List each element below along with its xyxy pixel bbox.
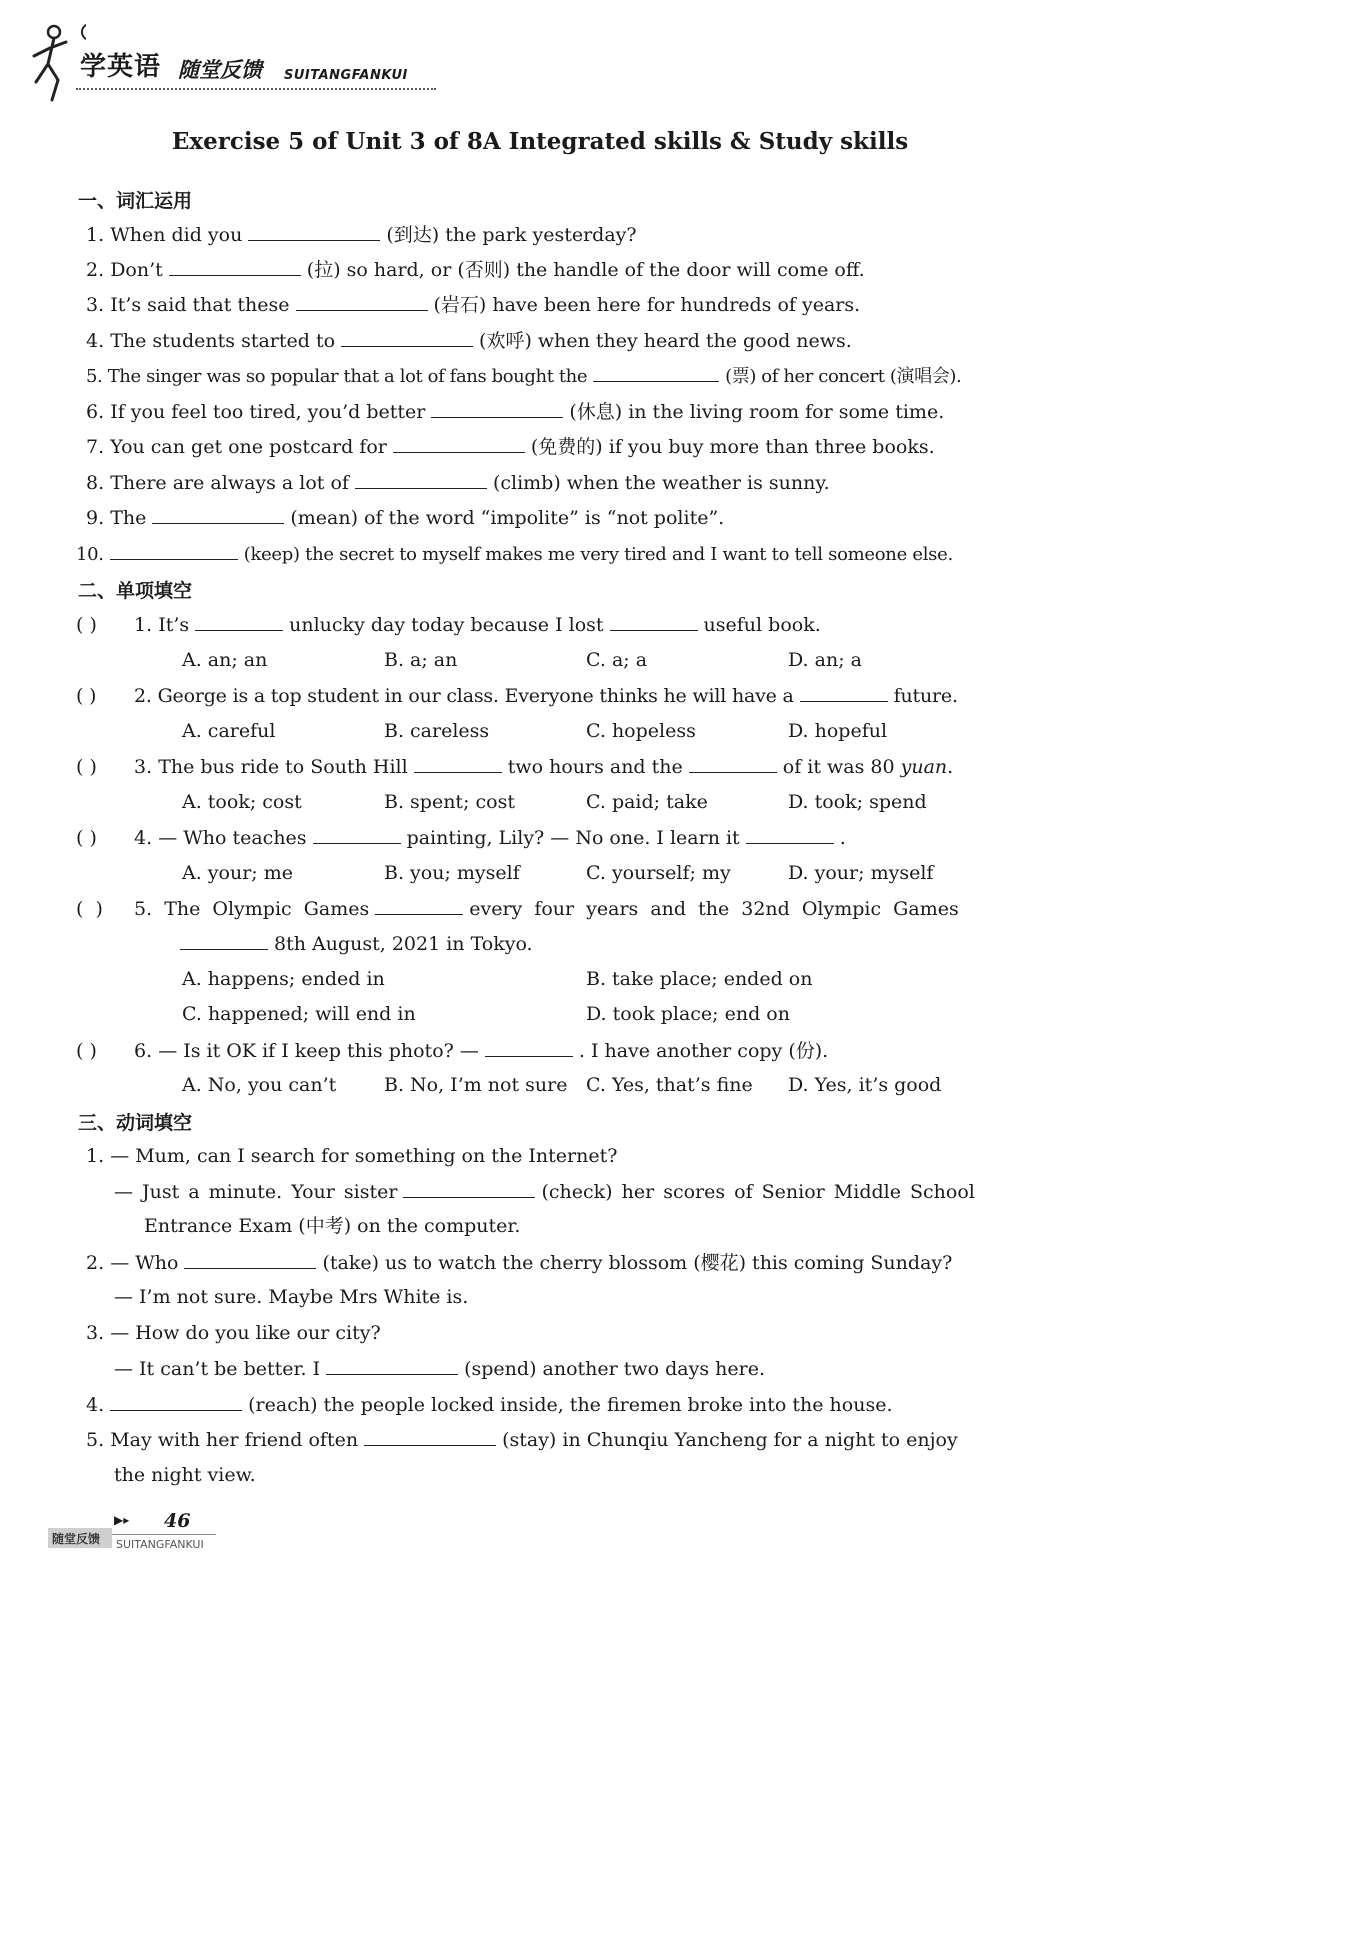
vocab-item-4: 4. The students started to (欢呼) when they heard the good news. <box>86 330 852 352</box>
answer-blank[interactable] <box>593 363 719 382</box>
answer-blank[interactable] <box>110 1392 242 1411</box>
runner-icon <box>26 20 86 104</box>
mc4-option-c[interactable]: C. yourself; my <box>586 862 731 884</box>
mc4-option-a[interactable]: A. your; me <box>182 862 293 884</box>
answer-blank[interactable] <box>375 896 463 915</box>
verb-item-4: 4. (reach) the people locked inside, the firemen broke into the house. <box>86 1394 893 1416</box>
mc-question-4: ( ) 4. — Who teaches painting, Lily? — No one. I learn it . <box>76 827 846 849</box>
verb-item-1-line2: — Just a minute. Your sister (check) her scores of Senior Middle School <box>114 1181 975 1203</box>
vocab-item-7: 7. You can get one postcard for (免费的) if you buy more than three books. <box>86 436 935 458</box>
mc3-option-a[interactable]: A. took; cost <box>182 791 302 813</box>
verb-item-2: 2. — Who (take) us to watch the cherry blossom (樱花) this coming Sunday? <box>86 1252 953 1274</box>
answer-blank[interactable] <box>355 470 487 489</box>
mc2-option-c[interactable]: C. hopeless <box>586 720 696 742</box>
section2-heading: 二、单项填空 <box>78 580 193 602</box>
footer-brand: SUITANGFANKUI <box>116 1538 204 1551</box>
answer-blank[interactable] <box>364 1427 496 1446</box>
answer-blank[interactable] <box>313 825 401 844</box>
answer-paren[interactable]: ( ) <box>76 614 97 636</box>
mc1-option-c[interactable]: C. a; a <box>586 649 648 671</box>
header-logo <box>26 20 446 110</box>
mc2-option-d[interactable]: D. hopeful <box>788 720 888 742</box>
answer-blank[interactable] <box>184 1250 316 1269</box>
mc6-option-b[interactable]: B. No, I’m not sure <box>384 1074 568 1096</box>
answer-blank[interactable] <box>110 541 238 560</box>
answer-paren[interactable]: ( ) <box>76 898 103 920</box>
answer-blank[interactable] <box>800 683 888 702</box>
answer-paren[interactable]: ( ) <box>76 756 97 778</box>
section1-heading: 一、词汇运用 <box>78 190 193 212</box>
answer-paren[interactable]: ( ) <box>76 685 97 707</box>
answer-blank[interactable] <box>403 1179 535 1198</box>
mc2-option-a[interactable]: A. careful <box>182 720 276 742</box>
mc1-option-d[interactable]: D. an; a <box>788 649 862 671</box>
mc3-option-b[interactable]: B. spent; cost <box>384 791 515 813</box>
section3-heading: 三、动词填空 <box>78 1112 193 1134</box>
answer-blank[interactable] <box>180 931 268 950</box>
mc-question-3: ( ) 3. The bus ride to South Hill two hours and the of it was 80 yuan. <box>76 756 954 778</box>
vocab-item-6: 6. If you feel too tired, you’d better (休息) in the living room for some time. <box>86 401 945 423</box>
verb-item-1: 1. — Mum, can I search for something on the Internet? <box>86 1145 618 1167</box>
answer-blank[interactable] <box>689 754 777 773</box>
mc-question-5: ( ) 5. The Olympic Games every four years and the 32nd Olympic Games <box>76 898 959 920</box>
vocab-item-10: 10. (keep) the secret to myself makes me very tired and I want to tell someone else. <box>76 541 953 567</box>
answer-blank[interactable] <box>431 399 563 418</box>
verb-item-3-line2: — It can’t be better. I (spend) another two days here. <box>114 1358 765 1380</box>
answer-blank[interactable] <box>326 1356 458 1375</box>
mc3-option-d[interactable]: D. took; spend <box>788 791 927 813</box>
answer-blank[interactable] <box>296 292 428 311</box>
mc6-option-c[interactable]: C. Yes, that’s fine <box>586 1074 753 1096</box>
mc-question-6: ( ) 6. — Is it OK if I keep this photo? — . I have another copy (份). <box>76 1040 829 1062</box>
verb-item-2-line2: — I’m not sure. Maybe Mrs White is. <box>114 1286 469 1308</box>
verb-item-5: 5. May with her friend often (stay) in Chunqiu Yancheng for a night to enjoy <box>86 1429 958 1451</box>
mc4-option-b[interactable]: B. you; myself <box>384 862 520 884</box>
verb-item-5-line2: the night view. <box>114 1464 256 1486</box>
answer-blank[interactable] <box>341 328 473 347</box>
answer-blank[interactable] <box>746 825 834 844</box>
answer-blank[interactable] <box>485 1038 573 1057</box>
answer-blank[interactable] <box>610 612 698 631</box>
mc5-option-b[interactable]: B. take place; ended on <box>586 968 813 990</box>
answer-blank[interactable] <box>393 434 525 453</box>
brand-cn: 学英语 <box>80 52 162 82</box>
verb-item-3: 3. — How do you like our city? <box>86 1322 381 1344</box>
answer-blank[interactable] <box>169 257 301 276</box>
mc1-option-a[interactable]: A. an; an <box>182 649 268 671</box>
page-title: Exercise 5 of Unit 3 of 8A Integrated skills & Study skills <box>171 128 909 155</box>
vocab-item-2: 2. Don’t (拉) so hard, or (否则) the handle of the door will come off. <box>86 259 865 281</box>
mc1-option-b[interactable]: B. a; an <box>384 649 458 671</box>
vocab-item-9: 9. The (mean) of the word “impolite” is “not polite”. <box>86 507 725 529</box>
answer-blank[interactable] <box>414 754 502 773</box>
vocab-item-8: 8. There are always a lot of (climb) when the weather is sunny. <box>86 472 830 494</box>
mc2-option-b[interactable]: B. careless <box>384 720 490 742</box>
mc5-option-d[interactable]: D. took place; end on <box>586 1003 790 1025</box>
mc3-option-c[interactable]: C. paid; take <box>586 791 708 813</box>
mc5-option-c[interactable]: C. happened; will end in <box>182 1003 416 1025</box>
answer-blank[interactable] <box>152 505 284 524</box>
vocab-item-5: 5. The singer was so popular that a lot of fans bought the (票) of her concert (演唱会). <box>86 363 961 389</box>
brand-cn2: 随堂反馈 <box>178 58 262 82</box>
mc5-option-a[interactable]: A. happens; ended in <box>182 968 385 990</box>
answer-blank[interactable] <box>195 612 283 631</box>
vocab-item-3: 3. It’s said that these (岩石) have been here for hundreds of years. <box>86 294 861 316</box>
vocab-item-1: 1. When did you (到达) the park yesterday? <box>86 224 637 246</box>
header-divider <box>76 88 436 90</box>
answer-paren[interactable]: ( ) <box>76 1040 97 1062</box>
mc-question-5-cont: 8th August, 2021 in Tokyo. <box>176 931 533 956</box>
play-arrow-icon: ▶▸ <box>114 1513 130 1527</box>
page-number: 46 <box>164 1510 191 1532</box>
mc-question-1: ( ) 1. It’s unlucky day today because I lost useful book. <box>76 614 821 636</box>
mc6-option-d[interactable]: D. Yes, it’s good <box>788 1074 942 1096</box>
answer-paren[interactable]: ( ) <box>76 827 97 849</box>
answer-blank[interactable] <box>248 222 380 241</box>
mc6-option-a[interactable]: A. No, you can’t <box>182 1074 337 1096</box>
verb-item-1-line3: Entrance Exam (中考) on the computer. <box>144 1215 521 1237</box>
brand-en: SUITANGFANKUI <box>284 68 408 83</box>
mc4-option-d[interactable]: D. your; myself <box>788 862 934 884</box>
mc-question-2: ( ) 2. George is a top student in our class. Everyone thinks he will have a future. <box>76 685 958 707</box>
footer-badge-label: 随堂反馈 <box>52 1532 101 1546</box>
